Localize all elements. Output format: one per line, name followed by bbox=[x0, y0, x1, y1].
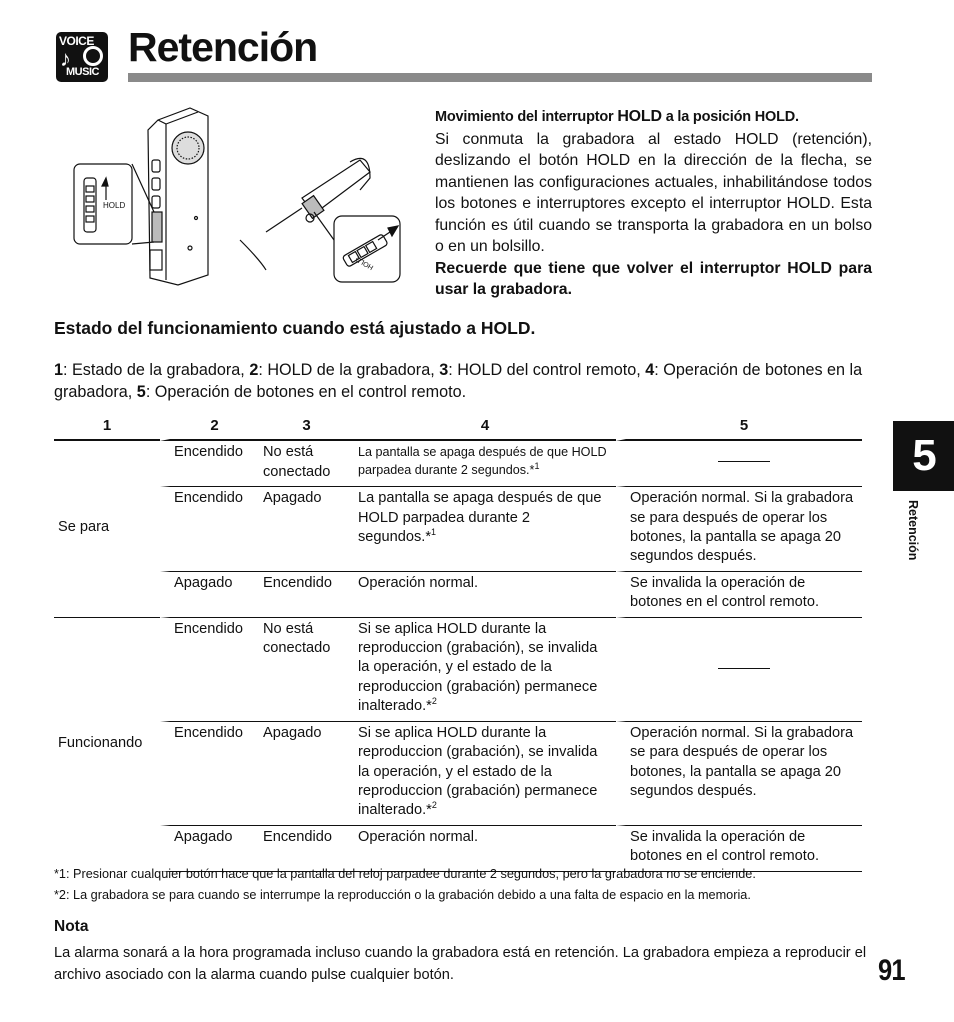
note-body: La alarma sonará a la hora programada incluso cuando la grabadora está en retención. La grabadora empieza a reproducir el archivo asociado con la alarma cuando pulse cualquier botón. bbox=[54, 945, 867, 983]
table-cell: No está conectado bbox=[259, 441, 354, 487]
table-cell-empty bbox=[616, 441, 862, 487]
recorder-hold-label: HOLD bbox=[103, 201, 126, 210]
table-cell: Encendido bbox=[259, 572, 354, 618]
logo-ring-icon bbox=[83, 46, 103, 66]
remote-hold-label: HOLD bbox=[354, 254, 375, 271]
legend-num: 2 bbox=[249, 361, 259, 379]
logo-text-voice: VOICE bbox=[59, 34, 94, 48]
table-cell: Se invalida la operación de botones en el control remoto. bbox=[616, 826, 862, 872]
intro-heading-pre: Movimiento del interruptor bbox=[435, 109, 614, 125]
table-header: 4 bbox=[354, 416, 616, 441]
legend-text: : Operación de botones en la grabadora, bbox=[54, 361, 863, 401]
legend-num: 4 bbox=[645, 361, 655, 379]
table-row bbox=[54, 441, 862, 487]
table-cell-empty bbox=[616, 618, 862, 722]
voice-music-logo bbox=[56, 32, 108, 82]
table-cell: Encendido bbox=[259, 826, 354, 872]
legend-num: 5 bbox=[136, 382, 146, 401]
not-applicable-dash bbox=[718, 668, 770, 669]
cell-text: La pantalla se apaga después de que HOLD parpadea durante 2 segundos.* bbox=[358, 445, 607, 478]
legend-text: : HOLD de la grabadora, bbox=[258, 361, 440, 379]
table-cell: Apagado bbox=[160, 572, 259, 618]
table-cell: Se invalida la operación de botones en el control remoto. bbox=[616, 572, 862, 618]
footnote: *2: La grabadora se para cuando se interrumpe la reproducción o la grabación debido a una falta de espacio en la memoria. bbox=[54, 888, 751, 902]
table-cell: Encendido bbox=[160, 441, 259, 487]
footnote-ref: 1 bbox=[534, 461, 540, 472]
legend-text: : Operación de botones en el control remoto. bbox=[145, 382, 467, 401]
intro-heading-post: a la posición HOLD. bbox=[665, 109, 799, 125]
table-row bbox=[54, 487, 862, 572]
footnote-ref: 2 bbox=[431, 696, 437, 707]
table-cell: Encendido bbox=[160, 722, 259, 826]
intro-body: Si conmuta la grabadora al estado HOLD (retención), deslizando el botón HOLD en la dirección de la flecha, se mantienen las configuraciones actuales, inhabilitándose todos los botones e interruptores excepto el interruptor HOLD. Esta función es útil cuando se transporta la grabadora en un bolso o en un bolsillo. bbox=[435, 130, 872, 255]
table-cell: Apagado bbox=[259, 487, 354, 572]
chapter-tab: 5 bbox=[893, 421, 954, 491]
table-cell bbox=[354, 618, 616, 722]
page-title: Retención bbox=[128, 24, 318, 70]
table-cell: Apagado bbox=[259, 722, 354, 826]
table-cell: Encendido bbox=[160, 618, 259, 722]
note-title: Nota bbox=[54, 918, 89, 935]
table-cell bbox=[354, 441, 616, 487]
table-cell: Encendido bbox=[160, 487, 259, 572]
table-header: 3 bbox=[259, 416, 354, 441]
not-applicable-dash bbox=[718, 461, 770, 462]
cell-text: Operación normal. bbox=[358, 574, 479, 591]
hold-key-label: HOLD bbox=[617, 108, 662, 125]
music-note-icon: ♪ bbox=[60, 46, 71, 71]
recorder-drawing bbox=[148, 108, 208, 285]
table-cell bbox=[354, 722, 616, 826]
cell-text: La pantalla se apaga después de que HOLD parpadea durante 2 segundos.* bbox=[358, 490, 602, 546]
table-cell: No está conectado bbox=[259, 618, 354, 722]
hold-switch-illustration bbox=[70, 100, 410, 300]
legend-text: : Estado de la grabadora, bbox=[63, 361, 250, 379]
section-title: Estado del funcionamiento cuando está ajustado a HOLD. bbox=[54, 318, 536, 338]
legend-num: 3 bbox=[439, 361, 449, 379]
title-rule bbox=[128, 73, 872, 82]
remote-callout bbox=[314, 212, 400, 282]
footnote-ref: 1 bbox=[431, 527, 437, 538]
table-header: 2 bbox=[160, 416, 259, 441]
intro-text bbox=[435, 106, 872, 301]
legend-text: : HOLD del control remoto, bbox=[448, 361, 646, 379]
side-chapter-label-text: Retención bbox=[906, 500, 920, 561]
hold-status-table bbox=[54, 416, 862, 872]
cell-text: Operación normal. bbox=[358, 828, 479, 845]
table-row bbox=[54, 572, 862, 618]
table-cell: Operación normal. Si la grabadora se para después de operar los botones, la pantalla se apaga 20 segundos después. bbox=[616, 722, 862, 826]
intro-warning: Recuerde que tiene que volver el interruptor HOLD para usar la grabadora. bbox=[435, 259, 872, 298]
footnote-ref: 2 bbox=[431, 800, 437, 811]
table-header: 5 bbox=[616, 416, 862, 441]
table-row bbox=[54, 618, 862, 722]
table-cell bbox=[354, 487, 616, 572]
table-cell: Operación normal. Si la grabadora se para después de operar los botones, la pantalla se apaga 20 segundos después. bbox=[616, 487, 862, 572]
table-header-row bbox=[54, 416, 862, 441]
table-header: 1 bbox=[54, 416, 160, 441]
cell-text: Si se aplica HOLD durante la reproduccion (grabación), se invalida la operación, y el estado de la reproduccion (grabación) permanece inalterado.* bbox=[358, 620, 598, 715]
cell-text: Si se aplica HOLD durante la reproduccion (grabación), se invalida la operación, y el estado de la reproduccion (grabación) permanece inalterado.* bbox=[358, 724, 598, 819]
state-cell: Se para bbox=[54, 441, 160, 617]
footnotes bbox=[54, 864, 874, 906]
column-legend bbox=[54, 360, 874, 403]
footnote: *1: Presionar cualquier botón hace que la pantalla del reloj parpadee durante 2 segundos, pero la grabadora no se enciende. bbox=[54, 867, 756, 881]
side-chapter-label bbox=[904, 500, 922, 590]
table-row bbox=[54, 722, 862, 826]
state-cell: Funcionando bbox=[58, 734, 143, 751]
table-cell bbox=[354, 572, 616, 618]
page-number: 91 bbox=[878, 954, 905, 987]
legend-num: 1 bbox=[54, 361, 64, 379]
intro-heading bbox=[435, 106, 872, 129]
table-cell: Apagado bbox=[160, 826, 259, 872]
logo-text-music: MUSIC bbox=[66, 66, 99, 78]
